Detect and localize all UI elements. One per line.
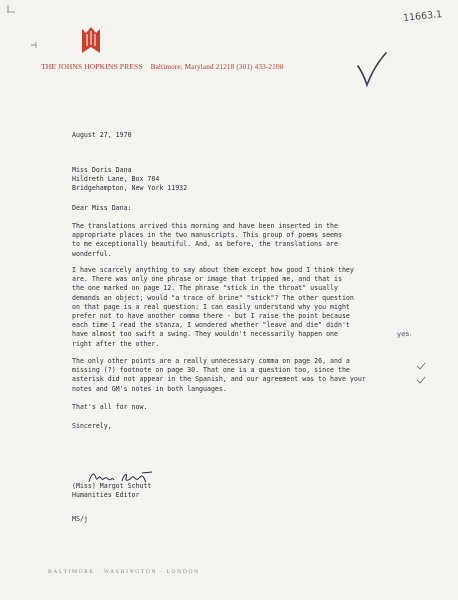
signature-block bbox=[72, 482, 151, 500]
press-logo-icon bbox=[80, 26, 102, 54]
margin-note-yes: yes. bbox=[396, 329, 412, 339]
text-line: the one marked on page 12. The phrase "stick in the throat" usually bbox=[72, 284, 338, 293]
text-line: The translations arrived this morning and have been inserted in the bbox=[72, 222, 338, 230]
letter-date: August 27, 1970 bbox=[72, 131, 132, 139]
text-line: notes and GM's notes in both languages. bbox=[72, 384, 227, 393]
text-line: prefer not to have another comma there - but I raise the point because bbox=[72, 311, 350, 320]
closing-line: That's all for now. bbox=[72, 403, 148, 411]
recipient-address bbox=[72, 166, 187, 194]
valediction: Sincerely, bbox=[72, 422, 112, 430]
letterhead bbox=[41, 62, 283, 71]
margin-check-mark-1-icon bbox=[416, 362, 426, 370]
paragraph-3 bbox=[72, 357, 366, 394]
text-line: wonderful. bbox=[72, 249, 112, 258]
salutation: Dear Miss Dana: bbox=[72, 204, 132, 212]
signature-name: (Miss) Margot Schutt bbox=[72, 482, 152, 490]
text-line: missing (?) footnote on page 30. That one is a question too, since the bbox=[72, 366, 350, 375]
text-line: to me exceptionally beautiful. And, as before, the translations are bbox=[72, 240, 338, 249]
signature-title: Humanities Editor bbox=[72, 491, 140, 500]
margin-check-mark-2-icon bbox=[416, 376, 426, 384]
paragraph-2 bbox=[72, 266, 354, 349]
text-line: appropriate places in the two manuscripts. This group of poems seems bbox=[72, 231, 342, 240]
text-line: I have scarcely anything to say about them except how good I think they bbox=[72, 266, 354, 274]
press-name: THE JOHNS HOPKINS PRESS bbox=[41, 62, 143, 71]
paragraph-1 bbox=[72, 222, 342, 259]
corner-pencil-mark bbox=[6, 4, 18, 16]
text-line: right after the other. bbox=[72, 339, 160, 348]
press-address: Baltimore, Maryland 21218 (301) 433-2100 bbox=[150, 63, 284, 71]
text-line: are. There was only one phrase or image that tripped me, and that is bbox=[72, 275, 342, 284]
typist-initials: MS/j bbox=[72, 515, 88, 523]
text-line: asterisk did not appear in the Spanish, and our agreement was to have your bbox=[72, 375, 366, 384]
text-line: The only other points are a really unnecessary comma on page 26, and a bbox=[72, 357, 350, 365]
recipient-line: Hildreth Lane, Box 784 bbox=[72, 175, 160, 184]
text-line: on that page is a real question: I can easily understand why you might bbox=[72, 302, 350, 311]
pencil-tick-mark bbox=[30, 40, 44, 50]
handwritten-checkmark-icon bbox=[356, 52, 388, 88]
recipient-line: Miss Doris Dana bbox=[72, 166, 132, 174]
archive-reference-number: 11663.1 bbox=[402, 8, 443, 25]
text-line: have almost too swift a swing. They wouldn't necessarily happen one bbox=[72, 330, 338, 339]
text-line: demands an object; would "a trace of brine" "stick"? The other question bbox=[72, 293, 354, 302]
recipient-line: Bridgehampton, New York 11932 bbox=[72, 184, 188, 193]
footer-cities: BALTIMORE · WASHINGTON · LONDON bbox=[48, 569, 200, 575]
text-line: each time I read the stanza, I wondered whether "leave and die" didn't bbox=[72, 321, 350, 330]
